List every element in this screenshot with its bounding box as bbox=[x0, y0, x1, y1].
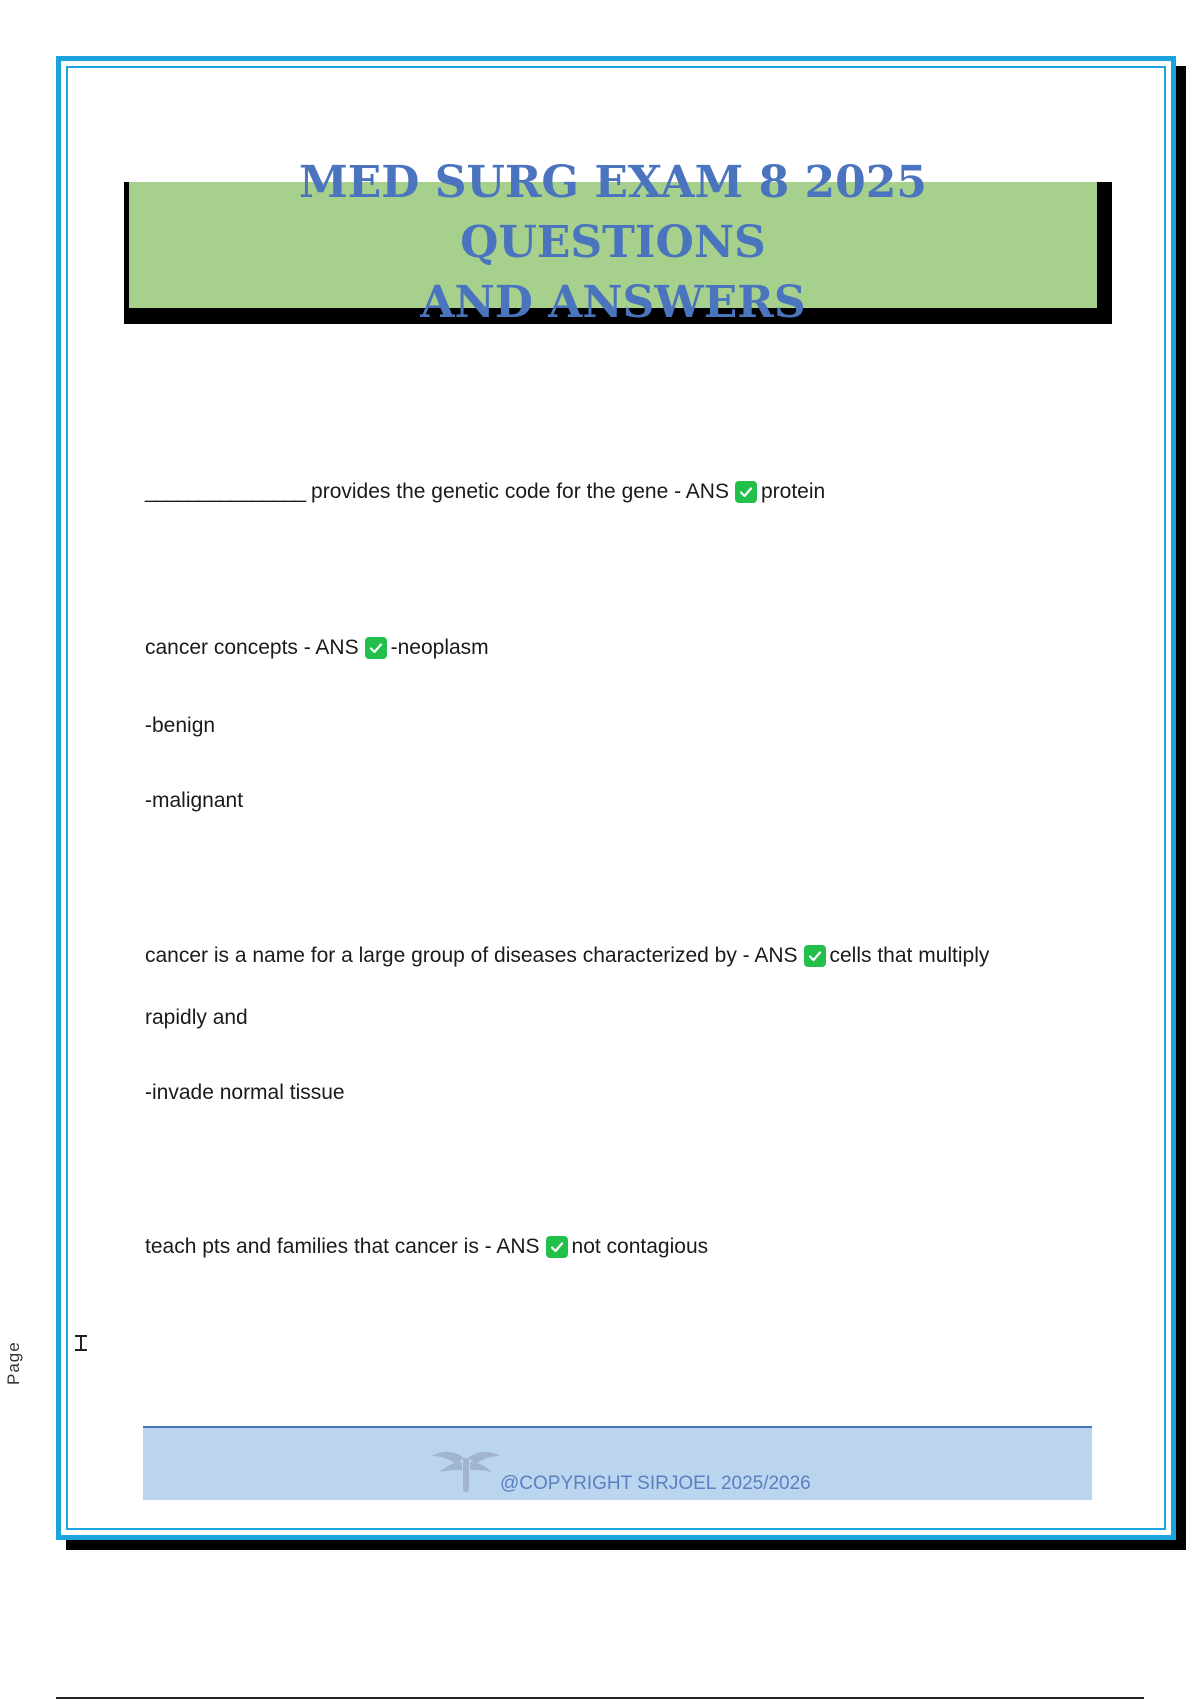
title-line-1: MED SURG EXAM 8 2025 QUESTIONS bbox=[299, 157, 927, 268]
answer-continuation: -invade normal tissue bbox=[145, 1081, 345, 1104]
qa-item-2 bbox=[145, 636, 489, 660]
answer-text: protein bbox=[760, 480, 826, 503]
question-text: provides the genetic code for the gene - ANS bbox=[305, 480, 729, 503]
green-check-icon bbox=[546, 1236, 568, 1258]
fill-in-blank: _______________ bbox=[145, 480, 306, 503]
bottom-divider bbox=[56, 1697, 1144, 1699]
title-line-2: AND ANSWERS bbox=[420, 277, 806, 328]
answer-continuation: -malignant bbox=[145, 789, 244, 812]
green-check-icon bbox=[735, 481, 757, 503]
green-check-icon bbox=[365, 637, 387, 659]
answer-continuation: -benign bbox=[145, 714, 216, 737]
question-text: cancer concepts - ANS bbox=[145, 636, 359, 659]
document-title bbox=[129, 153, 1097, 333]
answer-text: not contagious bbox=[571, 1235, 709, 1258]
question-text: teach pts and families that cancer is - ANS bbox=[145, 1235, 540, 1258]
page-number bbox=[73, 1334, 89, 1352]
answer-text: -neoplasm bbox=[390, 636, 489, 659]
qa-item-3 bbox=[145, 944, 989, 968]
answer-continuation: rapidly and bbox=[145, 1006, 248, 1029]
answer-text: cells that multiply bbox=[829, 944, 990, 967]
question-text: cancer is a name for a large group of diseases characterized by - ANS bbox=[145, 944, 798, 967]
qa-item-1 bbox=[145, 480, 825, 504]
copyright-text: @COPYRIGHT SIRJOEL 2025/2026 bbox=[500, 1473, 811, 1494]
side-page-label: Page bbox=[4, 1341, 23, 1385]
feather-logo-icon bbox=[428, 1444, 504, 1494]
qa-item-4 bbox=[145, 1235, 708, 1259]
title-banner bbox=[124, 157, 1100, 328]
green-check-icon bbox=[804, 945, 826, 967]
